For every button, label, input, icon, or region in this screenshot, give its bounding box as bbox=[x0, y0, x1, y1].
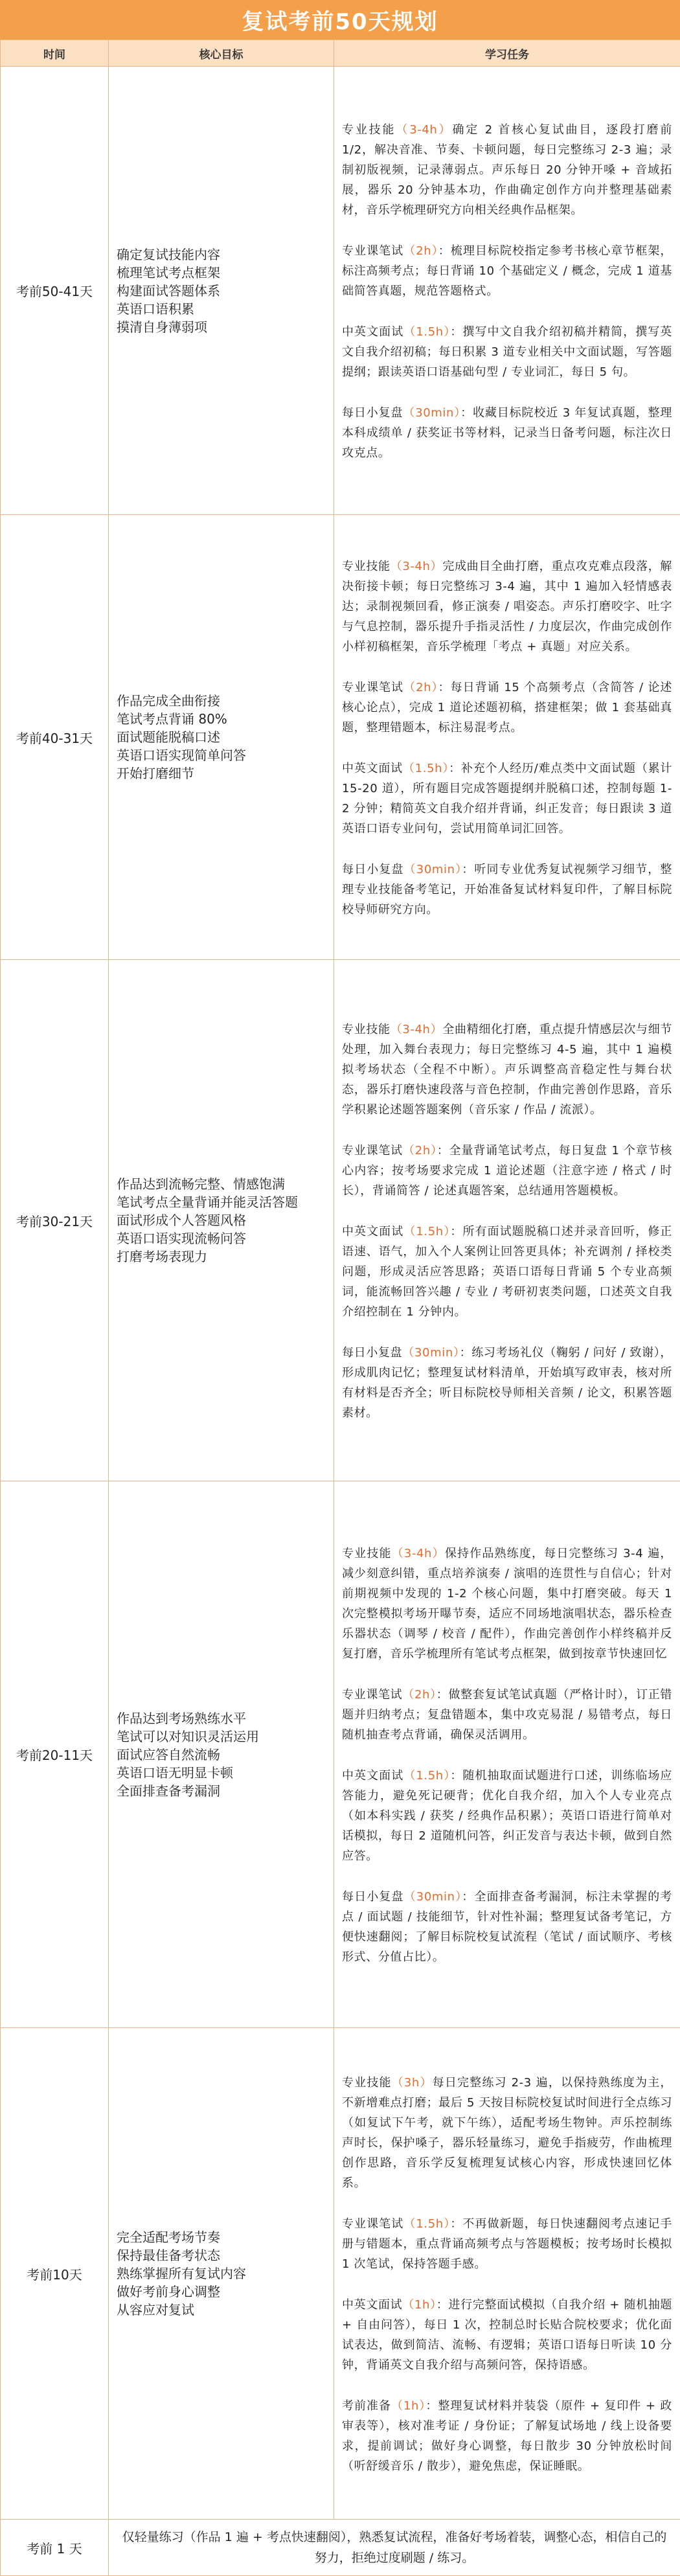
task-text: ：练习考场礼仪（鞠躬 / 问好 / 致谢），形成肌肉记忆；整理复试材料清单，开始填写政审表，核对所有材料是否齐全；听目标院校导师相关音频 / 论文，积累答题素材。 bbox=[342, 1346, 672, 1420]
task-text: ：补充个人经历/难点类中文面试题（累计 15-20 道），所有题目完成答题提纲并脱稿口述，控制每题 1-2 分钟；精简英文自我介绍并背诵，纠正发音；每日跟读 3 道英语口语专业问句，尝试用简单词汇回答。 bbox=[342, 762, 672, 836]
task-duration: （1.5h） bbox=[403, 1769, 450, 1783]
task-item bbox=[342, 2295, 672, 2375]
task-name: 中英文面试 bbox=[342, 1769, 403, 1783]
task-text: ：撰写中文自我介绍初稿并精简，撰写英文自我介绍初稿；每日积累 3 道专业相关中文面试题，写答题提纲；跟读英语口语基础句型 / 专业词汇，每日 5 句。 bbox=[342, 325, 672, 379]
task-duration: （30min） bbox=[402, 1346, 459, 1360]
task-item bbox=[342, 120, 672, 220]
task-duration: （1h） bbox=[402, 2298, 436, 2312]
task-text: ：整理复试材料并装袋（原件 + 复印件 + 政审表等），核对准考证 / 身份证；了解复试场地 / 线上设备要求，提前调试；做好身心调整，每日散步 30 分钟放松时间（听舒缓音乐 / 散步），避免焦虑，保证睡眠。 bbox=[342, 2399, 672, 2473]
task-item bbox=[342, 1343, 672, 1423]
task-name: 专业课笔试 bbox=[342, 2217, 403, 2231]
goal-item: 英语口语实现流畅问答 bbox=[117, 1229, 327, 1248]
task-item bbox=[342, 1141, 672, 1201]
task-duration: （1.5h） bbox=[403, 1225, 450, 1238]
goal-item: 全面排查备考漏洞 bbox=[117, 1782, 327, 1800]
task-name: 专业课笔试 bbox=[342, 244, 403, 258]
task-text: 每日完整练习 2-3 遍，以保持熟练度为主，不新增难点打磨；最后 5 天按目标院校复试时间进行全点练习（如复试下午考，就下午练），适配考场生物钟。声乐控制练声时长，保护嗓子，器乐轻量练习，避免手指疲劳，作曲梳理创作思路，音乐学反复梳理复试核心内容，形成快速回忆体系。 bbox=[342, 2076, 672, 2190]
tasks-cell bbox=[334, 960, 680, 1481]
task-duration: （30min） bbox=[403, 406, 460, 420]
task-name: 每日小复盘 bbox=[342, 406, 403, 420]
goal-item: 作品完成全曲衔接 bbox=[117, 692, 327, 710]
task-item bbox=[342, 1887, 672, 1967]
time-cell: 考前30-21天 bbox=[1, 960, 109, 1481]
table-row-final bbox=[1, 2520, 680, 2576]
goal-item: 做好考前身心调整 bbox=[117, 2283, 327, 2301]
plan-table bbox=[0, 40, 680, 2576]
task-duration: （1h） bbox=[391, 2399, 425, 2413]
task-text: ：进行完整面试模拟（自我介绍 + 随机抽题 + 自由问答），每日 1 次，控制总时长贴合院校要求；优化面试表达，做到简洁、流畅、有逻辑；英语口语每日听读 10 分钟，背诵英文自我介绍与高频问答，保持语感。 bbox=[342, 2298, 672, 2372]
time-cell: 考前 1 天 bbox=[1, 2520, 109, 2576]
task-item bbox=[342, 2396, 672, 2476]
task-duration: （1.5h） bbox=[403, 325, 450, 339]
task-item bbox=[342, 678, 672, 738]
goal-item: 完全适配考场节奏 bbox=[117, 2228, 327, 2246]
task-item bbox=[342, 322, 672, 382]
task-name: 每日小复盘 bbox=[342, 863, 404, 876]
goal-cell bbox=[109, 1481, 334, 2028]
goal-item: 面试应答自然流畅 bbox=[117, 1746, 327, 1764]
goal-cell bbox=[109, 515, 334, 960]
task-name: 中英文面试 bbox=[342, 1225, 403, 1238]
task-item bbox=[342, 556, 672, 657]
task-item bbox=[342, 2073, 672, 2193]
goal-item: 作品达到流畅完整、情感饱满 bbox=[117, 1175, 327, 1193]
task-text: ：所有面试题脱稿口述并录音回听，修正语速、语气，加入个人案例让回答更具体；补充调剂 / 择校类问题，形成灵活应答思路；英语口语每日背诵 5 个专业高频词，能流畅回答兴趣 / 专业 / 考研初衷类问题，口述英文自我介绍控制在 1 分钟内。 bbox=[342, 1225, 672, 1319]
task-name: 专业课笔试 bbox=[342, 1688, 402, 1702]
task-text: 确定 2 首核心复试曲目，逐段打磨前 1/2，解决音准、节奏、卡顿问题，每日完整练习 2-3 遍；录制初版视频，记录薄弱点。声乐每日 20 分钟开嗓 + 音域拓展，器乐 20 分钟基本功，作曲确定创作方向并整理基础素材，音乐学梳理研究方向相关经典作品框架。 bbox=[342, 123, 672, 217]
task-duration: （3-4h） bbox=[392, 1547, 445, 1560]
task-item bbox=[342, 860, 672, 920]
task-name: 专业技能 bbox=[342, 2076, 392, 2090]
tasks-cell bbox=[334, 515, 680, 960]
page-title: 复试考前50天规划 bbox=[242, 4, 438, 36]
task-text: ：每日背诵 15 个高频考点（含简答 / 论述核心论点），完成 1 道论述题初稿，搭建框架；做 1 套基础真题，整理错题本，标注易混考点。 bbox=[342, 681, 672, 735]
task-text: 完成曲目全曲打磨，重点攻克难点段落，解决衔接卡顿；每日完整练习 3-4 遍，其中 1 遍加入轻情感表达；录制视频回看，修正演奏 / 唱姿态。声乐打磨咬字、吐字与气息控制，器乐提升手指灵活性 / 力度层次，作曲完成创作小样初稿框架，音乐学梳理「考点 + 真题」对应关系。 bbox=[342, 560, 672, 654]
task-duration: （3h） bbox=[392, 2076, 433, 2090]
time-cell: 考前50-41天 bbox=[1, 67, 109, 515]
goal-cell bbox=[109, 960, 334, 1481]
table-row bbox=[1, 515, 680, 960]
task-name: 专业技能 bbox=[342, 1547, 392, 1560]
task-duration: （3-4h） bbox=[391, 560, 443, 573]
goal-item: 熟练掌握所有复试内容 bbox=[117, 2264, 327, 2283]
final-note: 仅轻量练习（作品 1 遍 + 考点快速翻阅），熟悉复试流程，准备好考场着装，调整心态，相信自己的努力，拒绝过度刷题 / 练习。 bbox=[109, 2520, 680, 2576]
task-item bbox=[342, 1685, 672, 1745]
task-text: ：听同专业优秀复试视频学习细节，整理专业技能备考笔记，开始准备复试材料复印件，了解目标院校导师研究方向。 bbox=[342, 863, 672, 917]
task-name: 中英文面试 bbox=[342, 325, 403, 339]
task-item bbox=[342, 1020, 672, 1120]
tasks-cell bbox=[334, 1481, 680, 2028]
goal-item: 面试形成个人答题风格 bbox=[117, 1211, 327, 1229]
table-row bbox=[1, 2028, 680, 2520]
task-duration: （2h） bbox=[403, 1144, 437, 1157]
time-cell: 考前40-31天 bbox=[1, 515, 109, 960]
task-duration: （30min） bbox=[404, 1890, 462, 1904]
task-duration: （3-4h） bbox=[396, 123, 452, 137]
task-item bbox=[342, 758, 672, 839]
task-item bbox=[342, 241, 672, 301]
goal-item: 开始打磨细节 bbox=[117, 764, 327, 782]
goal-item: 梳理笔试考点框架 bbox=[117, 264, 327, 282]
task-name: 专业技能 bbox=[342, 123, 396, 137]
task-duration: （1.5h） bbox=[403, 2217, 450, 2231]
table-row bbox=[1, 960, 680, 1481]
task-item bbox=[342, 2214, 672, 2274]
goal-cell bbox=[109, 67, 334, 515]
task-name: 专业技能 bbox=[342, 1023, 391, 1036]
task-item bbox=[342, 403, 672, 463]
task-duration: （1.5h） bbox=[403, 762, 449, 775]
task-name: 考前准备 bbox=[342, 2399, 391, 2413]
time-cell: 考前20-11天 bbox=[1, 1481, 109, 2028]
task-duration: （2h） bbox=[402, 1688, 436, 1702]
task-text: ：梳理目标院校指定参考书核心章节框架，标注高频考点；每日背诵 10 个基础定义 / 概念，完成 1 道基础简答真题，规范答题格式。 bbox=[342, 244, 672, 298]
task-name: 中英文面试 bbox=[342, 762, 403, 775]
task-text: ：全面排查备考漏洞，标注未掌握的考点 / 面试题 / 技能细节，针对性补漏；整理复试备考笔记，方便快速翻阅；了解目标院校复试流程（笔试 / 面试顺序、考核形式、分值占比）。 bbox=[342, 1890, 672, 1964]
goal-item: 英语口语实现简单问答 bbox=[117, 746, 327, 764]
goal-cell bbox=[109, 2028, 334, 2520]
task-text: 保持作品熟练度，每日完整练习 3-4 遍，减少刻意纠错，重点培养演奏 / 演唱的连贯性与自信心；针对前期视频中发现的 1-2 个核心问题，集中打磨突破。每天 1 次完整模拟考场开曝节奏，适应不同场地演唱状态，器乐检查乐器状态（调琴 / 校音 / 配件），作曲完善创作小样终稿并反复打磨，音乐学梳理所有笔试考点框架，做到按章节快速回忆 bbox=[342, 1547, 672, 1661]
task-item bbox=[342, 1766, 672, 1866]
task-text: ：全量背诵笔试考点，每日复盘 1 个章节核心内容；按考场要求完成 1 道论述题（注意字迹 / 格式 / 时长），背诵简答 / 论述真题答案，总结通用答题模板。 bbox=[342, 1144, 672, 1198]
task-duration: （2h） bbox=[403, 244, 438, 258]
goal-item: 作品达到考场熟练水平 bbox=[117, 1709, 327, 1727]
goal-item: 从容应对复试 bbox=[117, 2301, 327, 2319]
header-row bbox=[1, 40, 680, 67]
title-banner bbox=[0, 0, 680, 40]
tasks-cell bbox=[334, 2028, 680, 2520]
task-name: 每日小复盘 bbox=[342, 1890, 404, 1904]
task-duration: （3-4h） bbox=[391, 1023, 443, 1036]
task-name: 中英文面试 bbox=[342, 2298, 402, 2312]
goal-item: 英语口语无明显卡顿 bbox=[117, 1764, 327, 1782]
task-duration: （30min） bbox=[404, 863, 462, 876]
task-item bbox=[342, 1544, 672, 1664]
task-duration: （2h） bbox=[403, 681, 438, 694]
time-cell: 考前10天 bbox=[1, 2028, 109, 2520]
goal-item: 打磨考场表现力 bbox=[117, 1248, 327, 1266]
goal-item: 笔试考点背诵 80% bbox=[117, 710, 327, 728]
header-time: 时间 bbox=[1, 40, 109, 67]
task-text: ：做整套复试笔试真题（严格计时），订正错题并归纳考点；复盘错题本，集中攻克易混 / 易错考点，每日随机抽查考点背诵，确保灵活调用。 bbox=[342, 1688, 672, 1742]
task-item bbox=[342, 1222, 672, 1322]
goal-item: 确定复试技能内容 bbox=[117, 245, 327, 264]
task-text: ：不再做新题，每日快速翻阅考点速记手册与错题本，重点背诵高频考点与答题模板；按考场时长模拟 1 次笔试，保持答题手感。 bbox=[342, 2217, 672, 2271]
task-name: 每日小复盘 bbox=[342, 1346, 402, 1360]
header-tasks: 学习任务 bbox=[334, 40, 680, 67]
task-text: ：随机抽取面试题进行口述，训练临场应答能力，避免死记硬背；优化自我介绍，加入个人专业亮点（如本科实践 / 获奖 / 经典作品积累）；英语口语进行简单对话模拟，每日 2 道随机问答，纠正发音与表达卡顿，做到自然应答。 bbox=[342, 1769, 672, 1863]
table-row bbox=[1, 67, 680, 515]
task-name: 专业技能 bbox=[342, 560, 391, 573]
table-row bbox=[1, 1481, 680, 2028]
header-goal: 核心目标 bbox=[109, 40, 334, 67]
goal-item: 笔试可以对知识灵活运用 bbox=[117, 1727, 327, 1746]
task-text: 全曲精细化打磨，重点提升情感层次与细节处理，加入舞台表现力；每日完整练习 4-5 遍，其中 1 遍模拟考场状态（全程不中断）。声乐调整高音稳定性与舞台状态，器乐打磨快速段落与音色控制，作曲完善创作思路，音乐学积累论述题答题案例（音乐家 / 作品 / 流派）。 bbox=[342, 1023, 672, 1117]
goal-item: 保持最佳备考状态 bbox=[117, 2246, 327, 2264]
task-text: ：收藏目标院校近 3 年复试真题，整理本科成绩单 / 获奖证书等材料，记录当日备考问题，标注次日攻克点。 bbox=[342, 406, 672, 460]
task-name: 专业课笔试 bbox=[342, 681, 403, 694]
tasks-cell bbox=[334, 67, 680, 515]
goal-item: 英语口语积累 bbox=[117, 300, 327, 318]
goal-item: 笔试考点全量背诵并能灵活答题 bbox=[117, 1193, 327, 1211]
task-name: 专业课笔试 bbox=[342, 1144, 403, 1157]
goal-item: 构建面试答题体系 bbox=[117, 282, 327, 300]
goal-item: 摸清自身薄弱项 bbox=[117, 318, 327, 336]
goal-item: 面试题能脱稿口述 bbox=[117, 728, 327, 746]
